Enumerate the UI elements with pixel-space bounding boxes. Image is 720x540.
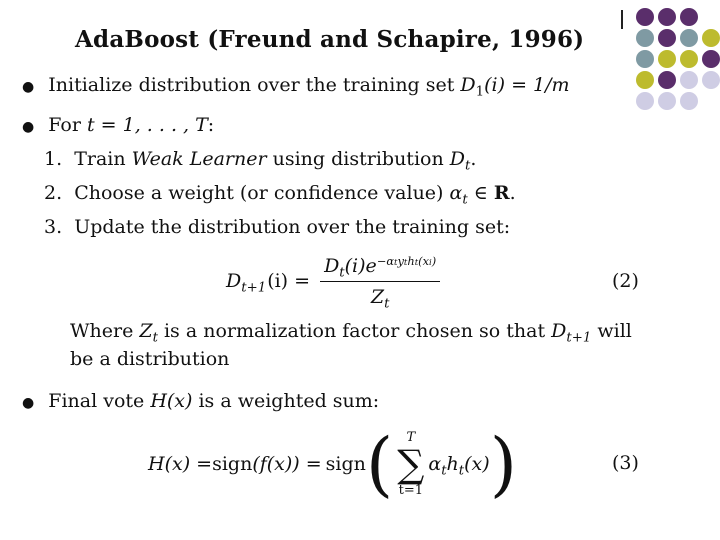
reals-symbol: R — [493, 182, 510, 204]
eq2-exp-a: −α — [376, 253, 395, 268]
eq3-sign-2: sign — [325, 453, 366, 475]
math-sub: t — [462, 192, 468, 208]
math-H: H(x) — [150, 390, 193, 412]
eq2-lhs-sub: t+1 — [241, 280, 267, 296]
bullet-text: Initialize distribution over the training set — [48, 74, 461, 96]
eq2-fraction — [320, 253, 440, 312]
eq3-sum-symbol: ∑ — [397, 442, 425, 486]
eq2-exp-arg: (x — [418, 253, 430, 268]
eq2-exp-h: h — [407, 253, 415, 268]
decorative-dot — [636, 50, 654, 68]
decorative-dot — [658, 8, 676, 26]
where-text-line2: be a distribution — [70, 348, 230, 370]
eq2-lhs-arg: (i) = — [267, 270, 311, 292]
where-b: is a normalization factor chosen so that — [157, 320, 552, 342]
eq3-open-paren: ( — [365, 423, 394, 505]
step-text-b: using distribution — [266, 148, 450, 170]
eq3-alpha-sub: t — [441, 463, 447, 479]
eq2-exp-sub2: t — [403, 257, 408, 268]
eq2-num-sub: t — [339, 265, 345, 281]
where-Z-sub: t — [152, 330, 158, 346]
equation-2-number: (2) — [612, 270, 639, 292]
step-number: 2. — [44, 182, 63, 204]
eq2-denominator — [370, 282, 390, 312]
element-of: ∈ — [467, 182, 494, 204]
colon: : — [207, 114, 215, 136]
where-c: will — [591, 320, 632, 342]
bullet-final-vote — [22, 390, 379, 412]
math-D: D — [460, 74, 476, 96]
decorative-dot — [680, 92, 698, 110]
eq3-h-sub: t — [458, 463, 465, 479]
eq2-Z-sub: t — [384, 296, 390, 312]
math-rest: (i) = 1/m — [484, 74, 570, 96]
decorative-dot — [658, 92, 676, 110]
math-sub: t — [464, 158, 471, 174]
where-D-sub: t+1 — [566, 330, 592, 346]
decorative-dot — [636, 92, 654, 110]
bullet-text: Final vote — [48, 390, 151, 412]
equation-3-number: (3) — [612, 452, 639, 474]
eq2-D: D — [226, 270, 242, 292]
eq3-sum-upper: T — [406, 430, 416, 445]
decorative-dot — [658, 50, 676, 68]
eq2-num-rest: (i)e — [344, 254, 377, 277]
decorative-dot — [702, 50, 720, 68]
eq3-mid: (f(x)) = — [252, 453, 322, 475]
eq3-sign: sign — [212, 453, 253, 475]
eq3-arg: (x) — [464, 453, 490, 475]
math-range: t = 1, . . . , T — [86, 114, 208, 136]
bullet-for-loop — [22, 114, 214, 136]
eq2-exp-sub4: i — [429, 257, 432, 268]
bullet-icon: ● — [22, 79, 35, 95]
eq2-exp-rest: y — [397, 253, 404, 268]
decorative-dot — [636, 71, 654, 89]
eq3-term — [428, 453, 490, 479]
bullet-icon: ● — [22, 119, 35, 135]
where-Z: Z — [139, 320, 153, 342]
step-text: Update the distribution over the training set: — [74, 216, 511, 238]
step-2 — [44, 182, 516, 208]
eq3-close-paren: ) — [489, 423, 517, 505]
equation-3 — [148, 424, 517, 504]
decorative-dot — [636, 29, 654, 47]
step-number: 3. — [44, 216, 63, 238]
bullet-rest: is a weighted sum: — [192, 390, 380, 412]
eq2-Z: Z — [370, 285, 385, 308]
step-number: 1. — [44, 148, 63, 170]
eq3-h: h — [446, 453, 459, 475]
decorative-dot — [702, 71, 720, 89]
where-text-line1 — [70, 320, 632, 346]
eq3-summation — [397, 430, 424, 498]
where-D: D — [551, 320, 567, 342]
eq3-alpha: α — [428, 453, 442, 475]
decorative-dot — [680, 71, 698, 89]
math-sub: 1 — [475, 84, 485, 100]
decorative-dot — [636, 8, 654, 26]
title-divider — [621, 10, 623, 29]
eq3-lhs: H(x) = — [148, 453, 213, 475]
decorative-dot — [658, 29, 676, 47]
eq2-num-D: D — [324, 254, 340, 277]
decorative-dot — [658, 71, 676, 89]
math-alpha: α — [449, 182, 463, 204]
weak-learner-text: Weak Learner — [131, 148, 267, 170]
eq2-numerator — [320, 255, 440, 282]
decorative-dot-grid — [628, 8, 718, 120]
eq2-lhs — [226, 270, 311, 296]
step-text: Choose a weight (or confidence value) — [74, 182, 450, 204]
step-3 — [44, 216, 510, 238]
decorative-dot — [680, 50, 698, 68]
eq2-exp-close: ) — [431, 253, 437, 268]
bullet-text: For — [48, 114, 87, 136]
step-text: Train — [74, 148, 132, 170]
math-D: D — [449, 148, 465, 170]
eq2-exp-sub3: t — [414, 257, 419, 268]
decorative-dot — [680, 29, 698, 47]
where-a: Where — [70, 320, 140, 342]
step-1 — [44, 148, 477, 174]
period: . — [470, 148, 477, 170]
eq2-exponent — [377, 254, 436, 268]
decorative-dot — [680, 8, 698, 26]
bullet-initialize — [22, 74, 570, 100]
eq3-sum-lower: t=1 — [398, 483, 423, 498]
period: . — [509, 182, 516, 204]
decorative-dot — [702, 29, 720, 47]
slide-title: AdaBoost (Freund and Schapire, 1996) — [75, 26, 585, 53]
bullet-icon: ● — [22, 395, 35, 411]
equation-2 — [226, 250, 440, 312]
eq2-exp-sub: t — [394, 257, 398, 268]
